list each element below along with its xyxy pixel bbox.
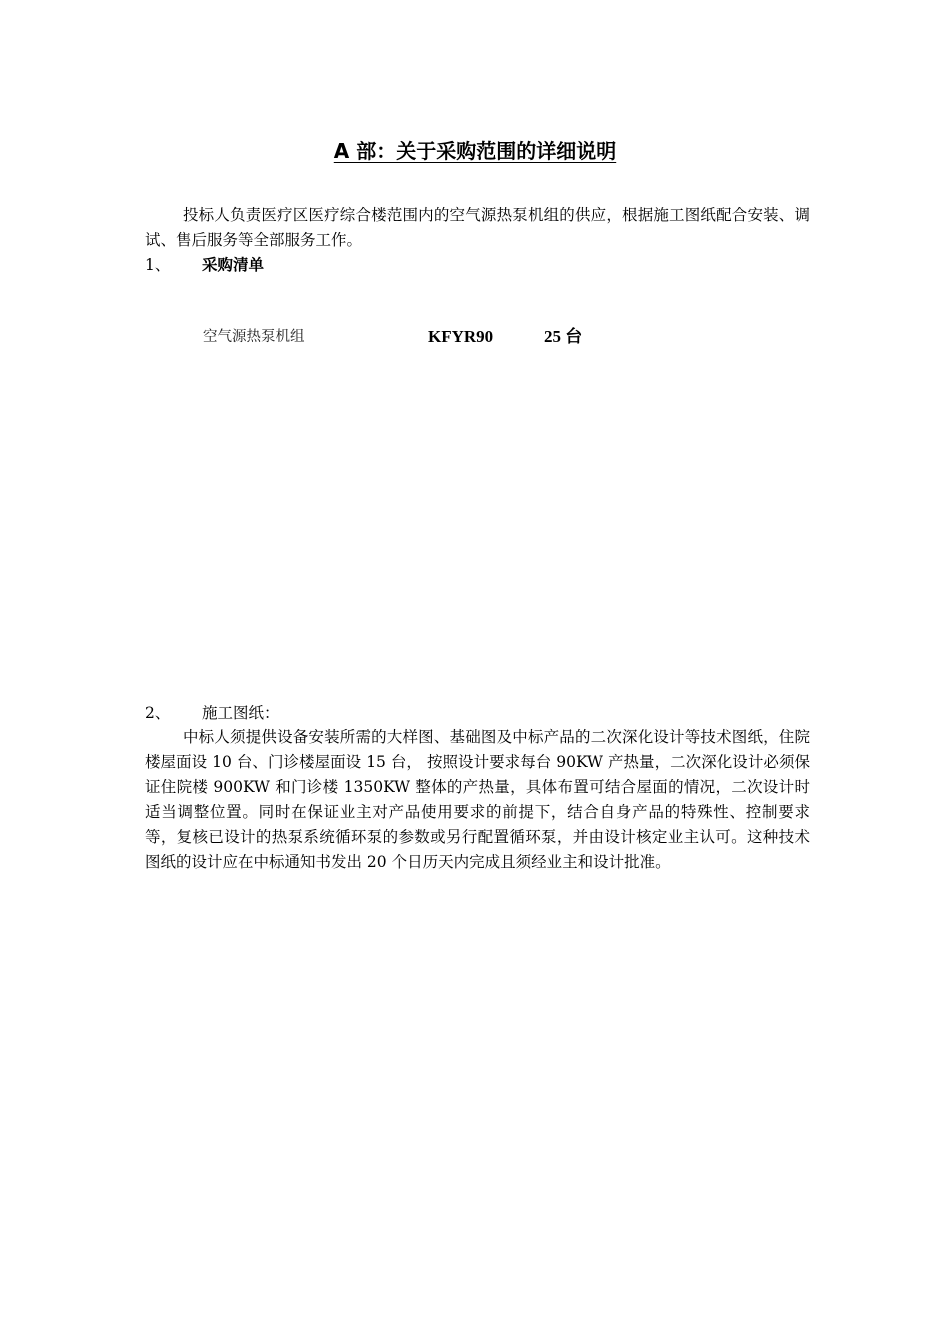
item-name: 空气源热泵机组 — [203, 329, 305, 345]
intro-paragraph: 投标人负责医疗区医疗综合楼范围内的空气源热泵机组的供应，根据施工图纸配合安装、调试、售后服务等全部服务工作。 — [145, 206, 810, 249]
section-heading-drawings — [145, 701, 280, 725]
item-quantity: 25 台 — [544, 327, 583, 346]
drawings-paragraph: 中标人须提供设备安装所需的大样图、基础图及中标产品的二次深化设计等技术图纸，住院楼屋面设 10 台、门诊楼屋面设 15 台， 按照设计要求每台 90KW 产热量，二次深化设计必须保证住院楼 900KW 和门诊楼 1350KW 整体的产热量，具体布置可结合屋面的情况，二次设计时适当调整位置。同时在保证业主对产品使用要求的前提下，结合自身产品的特殊性、控制要求等，复核已设计的热泵系统循环泵的参数或另行配置循环泵，并由设计核定业主认可。这种技术图纸的设计应在中标通知书发出 20 个日历天内完成且须经业主和设计批准。 — [145, 728, 810, 871]
item-model: KFYR90 — [428, 327, 494, 346]
section-number: 1、 — [145, 256, 171, 274]
section-label: 施工图纸： — [202, 704, 280, 722]
section-heading-purchase-list — [145, 253, 264, 277]
page-title: A 部：关于采购范围的详细说明 — [333, 139, 617, 163]
section-number: 2、 — [145, 704, 171, 722]
section-label: 采购清单 — [202, 256, 265, 274]
